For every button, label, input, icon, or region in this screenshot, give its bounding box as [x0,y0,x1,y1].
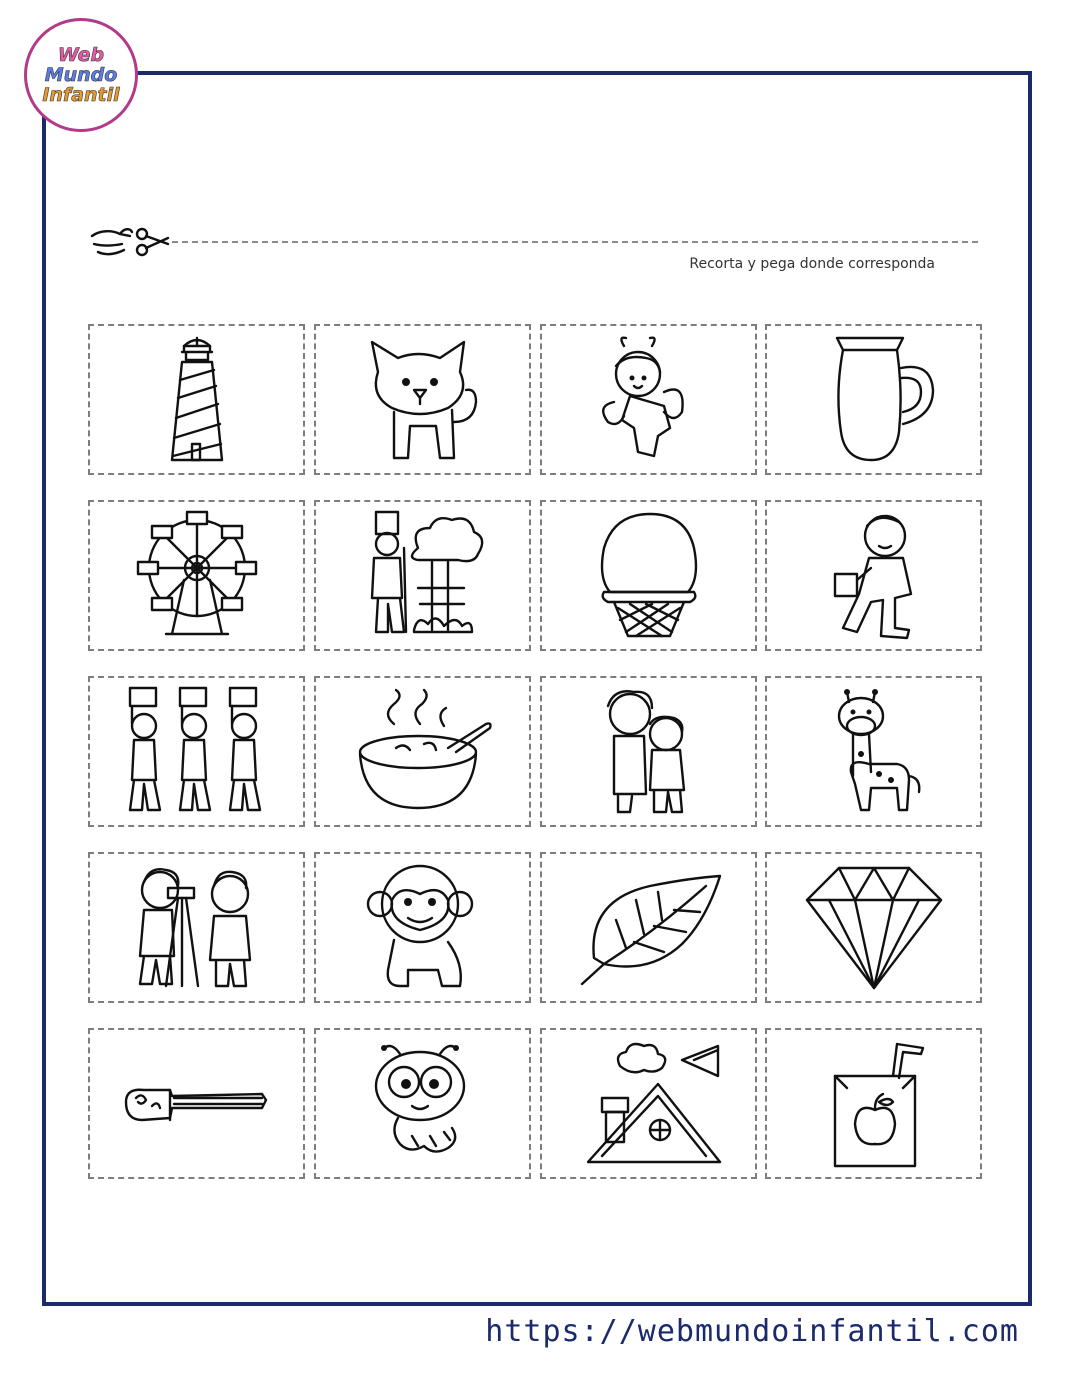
card-worm[interactable] [314,1028,531,1179]
house-roof-icon [574,1036,724,1171]
children-hugging-icon [574,684,724,819]
children-with-telescope-icon [122,860,272,995]
scissors-hand-icon [90,222,170,262]
footer-url[interactable]: https://webmundoinfantil.com [485,1314,1019,1349]
fairy-icon [574,332,724,467]
worm-icon [348,1036,498,1171]
ice-cream-icon [574,508,724,643]
card-ice-cream[interactable] [540,500,757,651]
card-ferris-wheel[interactable] [88,500,305,651]
lighthouse-icon [122,332,272,467]
card-cat[interactable] [314,324,531,475]
card-shotgun[interactable] [88,1028,305,1179]
leaf-icon [574,860,724,995]
logo-text-line3: Infantil [42,84,120,106]
card-soldier-tree[interactable] [314,500,531,651]
card-lighthouse[interactable] [88,324,305,475]
shotgun-icon [122,1036,272,1171]
card-leaf[interactable] [540,852,757,1003]
dashed-cut-line [172,241,978,243]
card-diamond[interactable] [765,852,982,1003]
instruction-text: Recorta y pega donde corresponda [689,256,935,272]
soldier-tree-icon [348,508,498,643]
card-soup-bowl[interactable] [314,676,531,827]
logo-text-line2: Mundo [44,64,118,86]
card-pitcher[interactable] [765,324,982,475]
card-marching-children[interactable] [88,676,305,827]
diamond-icon [799,860,949,995]
card-children-hugging[interactable] [540,676,757,827]
ferris-wheel-icon [122,508,272,643]
card-giraffe[interactable] [765,676,982,827]
cat-icon [348,332,498,467]
card-house-roof[interactable] [540,1028,757,1179]
soup-bowl-icon [348,684,498,819]
pitcher-icon [799,332,949,467]
logo [24,18,138,132]
giraffe-icon [799,684,949,819]
marching-children-icon [122,684,272,819]
card-man-with-briefcase[interactable] [765,500,982,651]
logo-text-line1: Web [57,44,105,66]
card-juice-box[interactable] [765,1028,982,1179]
card-fairy[interactable] [540,324,757,475]
monkey-icon [348,860,498,995]
man-with-briefcase-icon [799,508,949,643]
card-children-with-telescope[interactable] [88,852,305,1003]
card-monkey[interactable] [314,852,531,1003]
juice-box-icon [799,1036,949,1171]
